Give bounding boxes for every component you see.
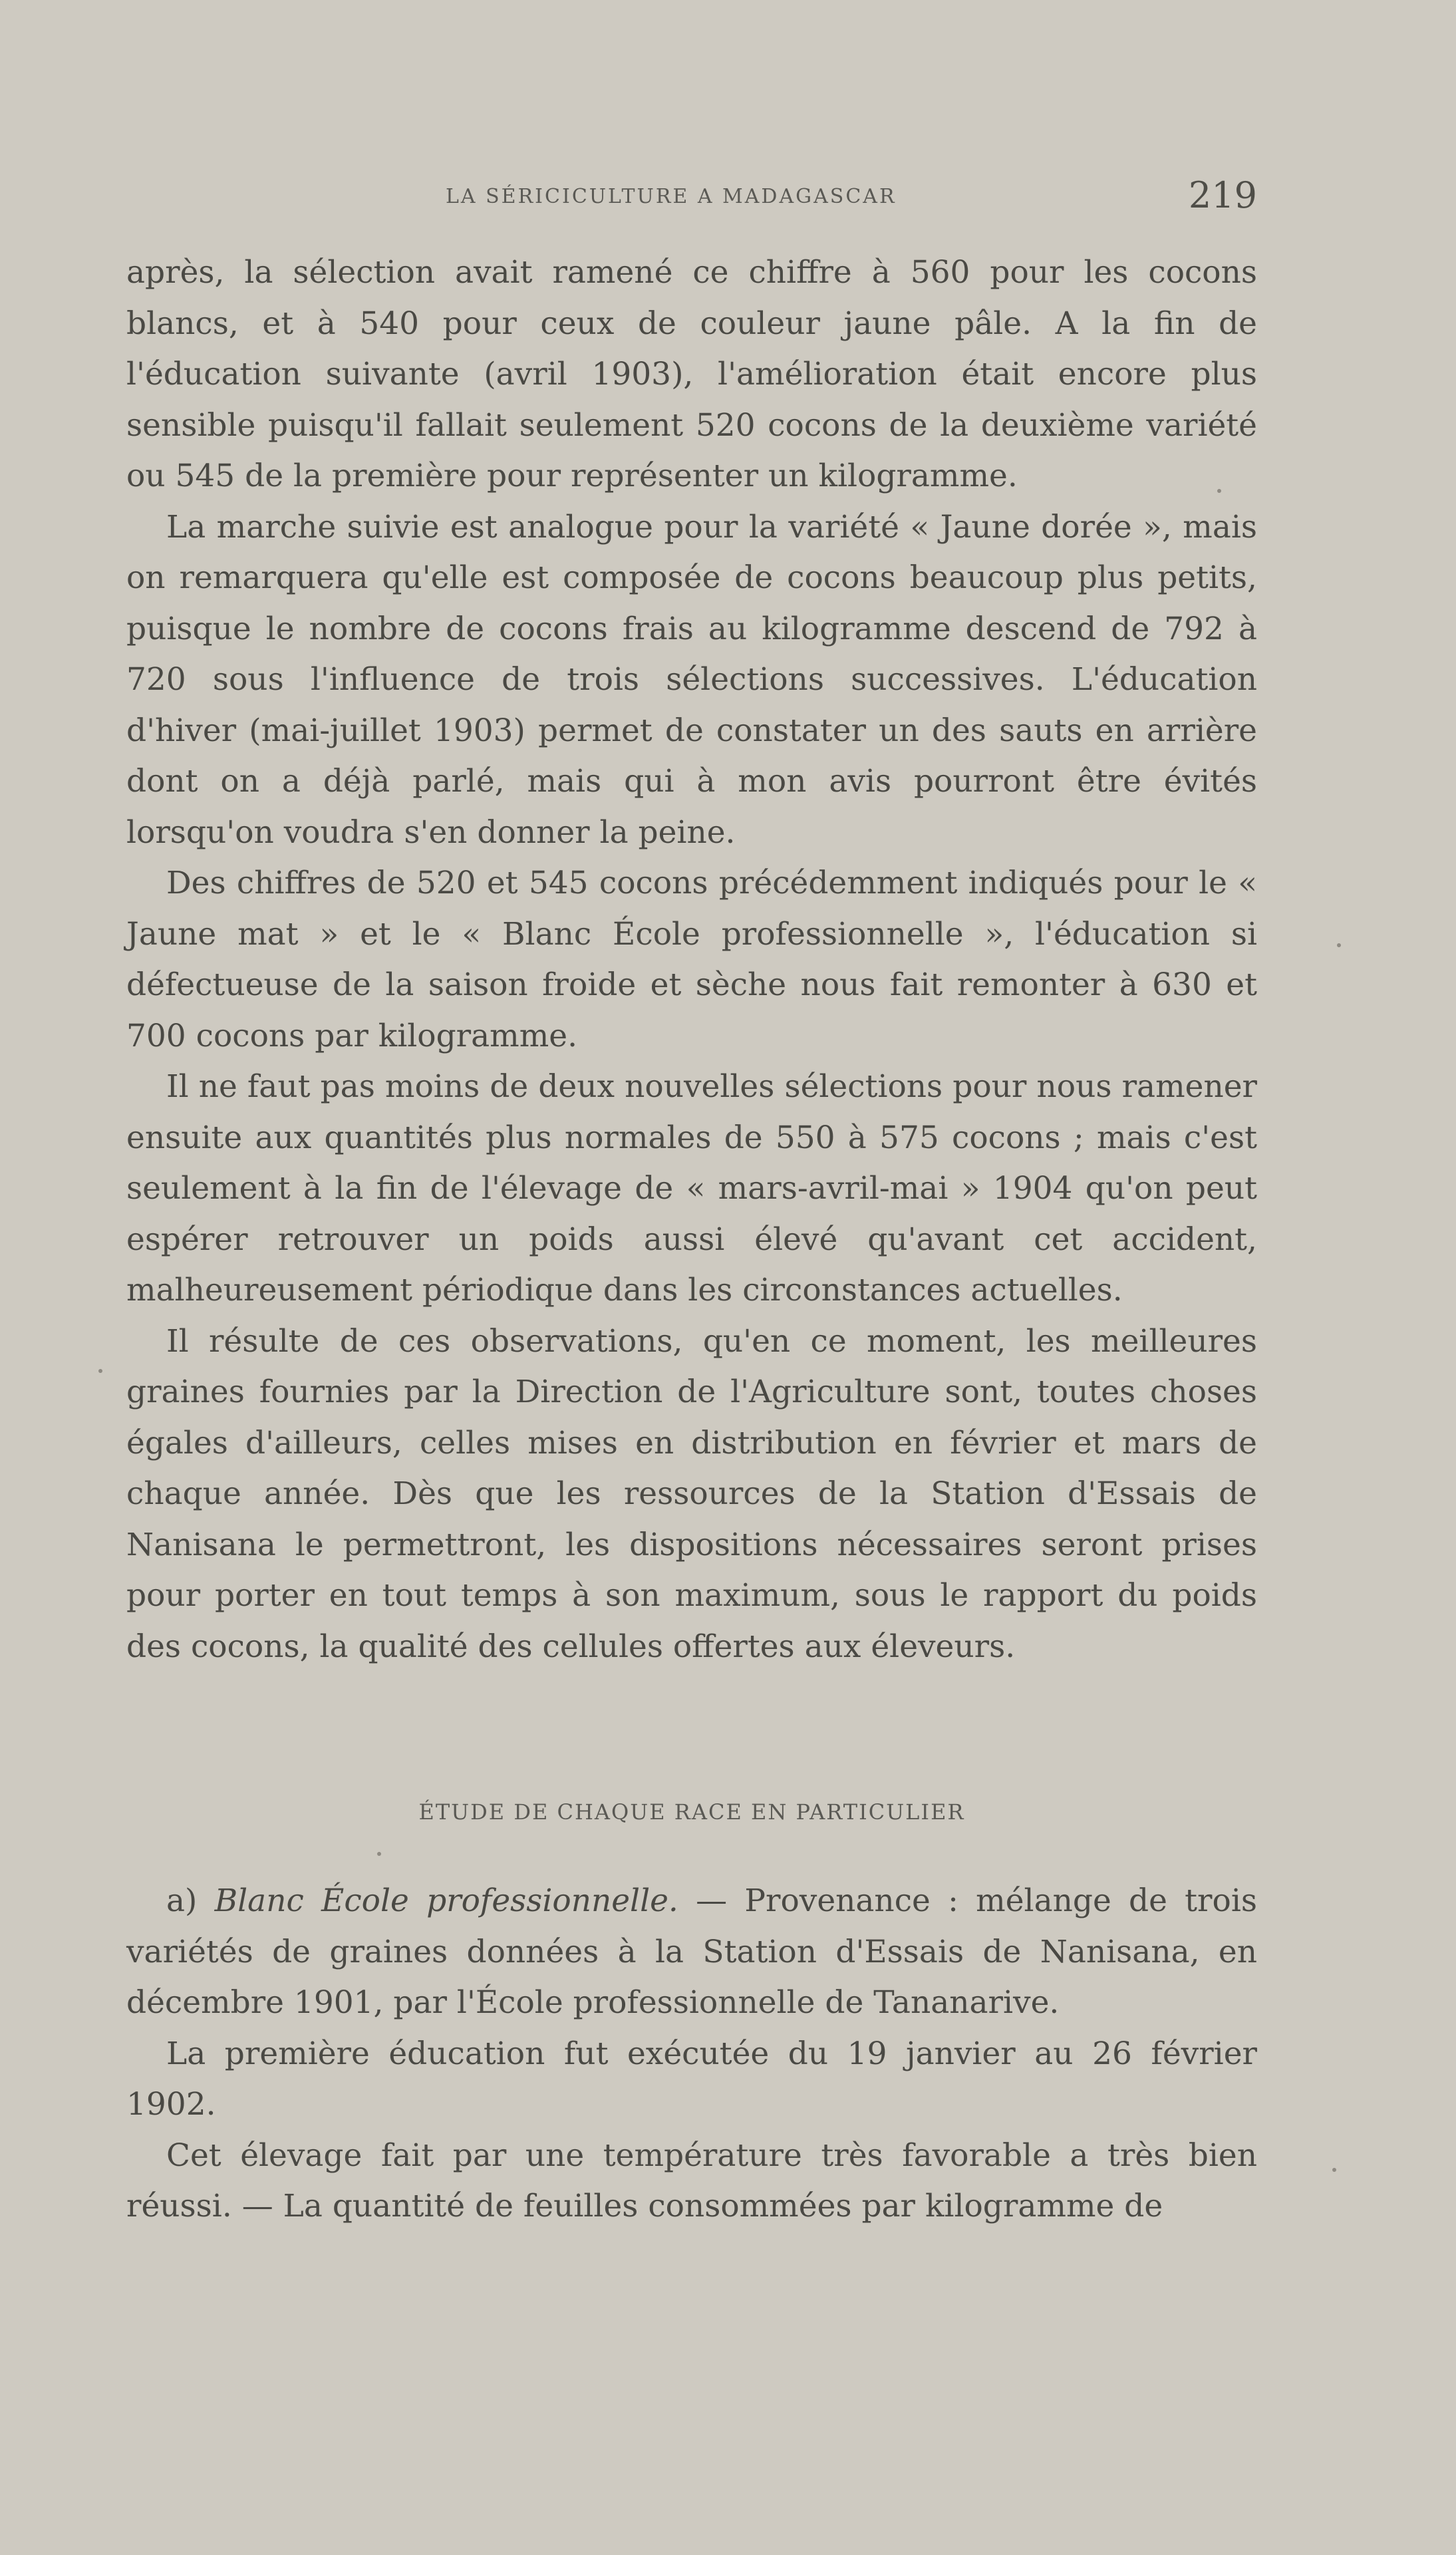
paper-speck [1337,943,1341,947]
paper-speck [377,1852,381,1856]
paragraph-1: après, la sélection avait ramené ce chiffre à 560 pour les cocons blancs, et à 540 pour ceux de couleur jaune pâle. A la fin de l'éducation suivante (avril 1903), l'amélioration était encore plus sensible puisqu'il fallait seulement 520 cocons de la deuxième variété ou 545 de la première pour représenter un kilogramme. [126,254,1257,494]
section-heading: ÉTUDE DE CHAQUE RACE EN PARTICULIER [418,1799,965,1825]
item-a-paragraph [126,1876,1257,2029]
item-a-prefix: a) [166,1882,215,1919]
running-head [126,172,1257,216]
paragraph-5: Il résulte de ces observations, qu'en ce moment, les meilleures graines fournies par la Direction de l'Agriculture sont, toutes choses égales d'ailleurs, celles mises en distribution en février et mars de chaque année. Dès que les ressources de la Station d'Essais de Nanisana le permettront, les dispositions nécessaires seront prises pour porter en tout temps à son maximum, sous le rapport du poids des cocons, la qualité des cellules offertes aux éleveurs. [126,1322,1257,1665]
item-a-title: Blanc École professionnelle. [214,1882,678,1919]
paper-speck [1217,489,1221,493]
running-title: LA SÉRICICULTURE A MADAGASCAR [446,185,897,208]
item-a-text: — Provenance : mélange de trois variétés de graines données à la Station d'Essais de Nanisana, en décembre 1901, par l'École professionnelle de Tananarive. [126,1882,1257,2021]
paragraph-2: La marche suivie est analogue pour la variété « Jaune dorée », mais on remarquera qu'elle est composée de cocons beaucoup plus petits, puisque le nombre de cocons frais au kilogramme descend de 792 à 720 sous l'influence de trois sélections successives. L'éducation d'hiver (mai-juillet 1903) permet de constater un des sauts en arrière dont on a déjà parlé, mais qui à mon avis pourront être évités lorsqu'on voudra s'en donner la peine. [126,508,1257,851]
paragraph-3: Des chiffres de 520 et 545 cocons précédemment indiqués pour le « Jaune mat » et le « Blanc École professionnelle », l'éducation si défectueuse de la saison froide et sèche nous fait remonter à 630 et 700 cocons par kilogramme. [126,865,1257,1054]
paragraph-rearing: Cet élevage fait par une température très favorable a très bien réussi. — La quantité de feuilles consommées par kilogramme de [126,2137,1257,2224]
section-body [126,1876,1257,2232]
paper-speck [98,1369,102,1373]
page-number: 219 [1188,174,1257,216]
body-text [126,247,1257,1672]
paper-speck [1332,2168,1336,2172]
paragraph-4: Il ne faut pas moins de deux nouvelles sélections pour nous ramener ensuite aux quantités plus normales de 550 à 575 cocons ; mais c'est seulement à la fin de l'élevage de « mars-avril-mai » 1904 qu'on peut espérer retrouver un poids aussi élevé qu'avant cet accident, malheureusement périodique dans les circonstances actuelles. [126,1068,1257,1308]
paragraph-first-education: La première éducation fut exécutée du 19 janvier au 26 février 1902. [126,2035,1257,2123]
